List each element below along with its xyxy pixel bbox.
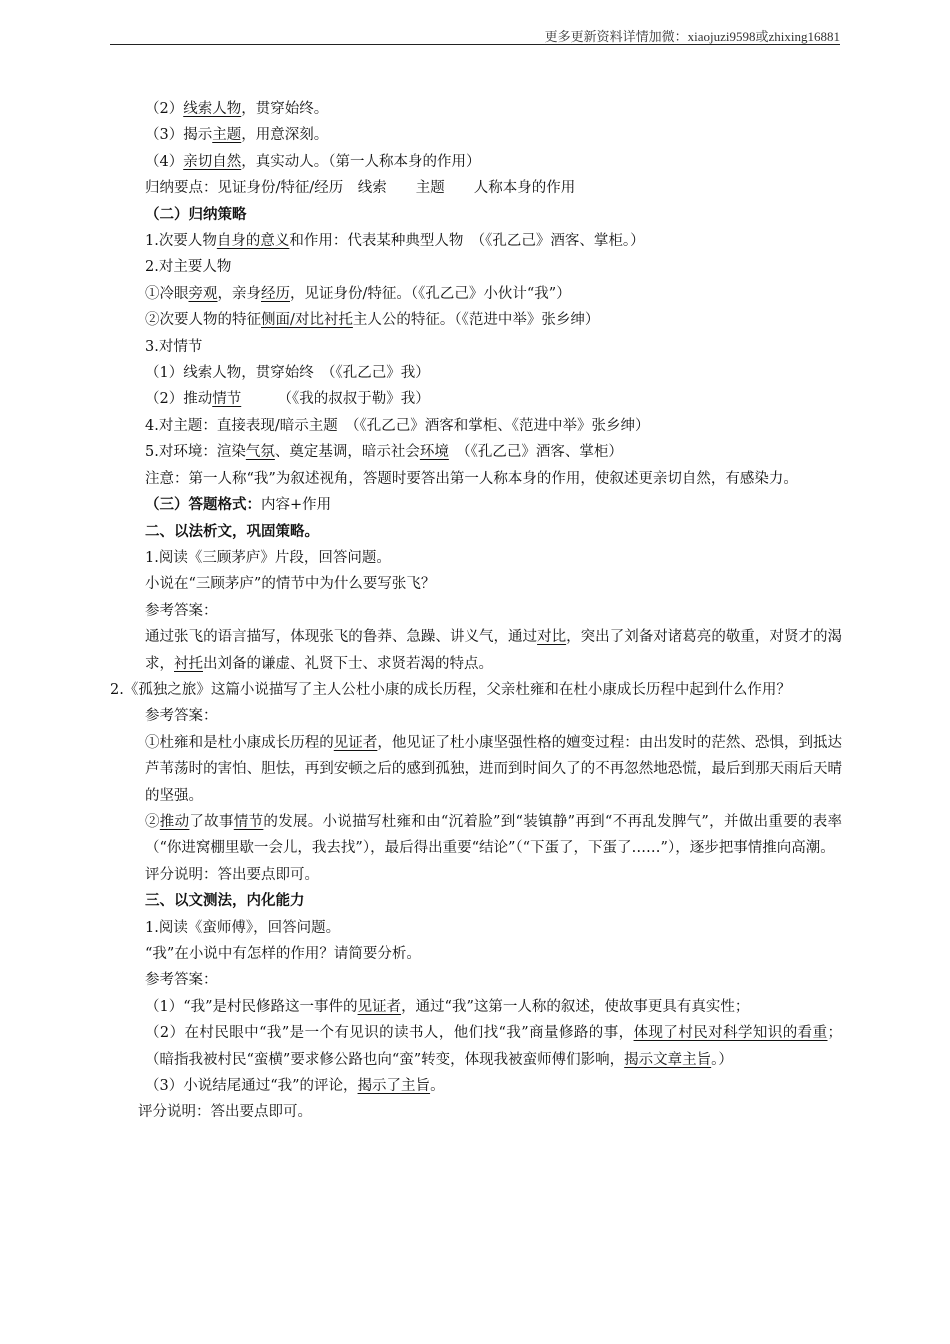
text-line (110, 571, 842, 597)
text-span: 的发展。小说描写杜雍和由“沉着脸”到“装镇静”再到“不再乱发脾气”，并做出重要的表率（“你进窝棚里歇一会儿，我去找”），最后得出重要“结论”（“下蛋了，下蛋了……”），逐步把事情推向高潮。 (145, 813, 842, 857)
text-span: （《孔乙己》酒客、掌柜） (448, 444, 623, 461)
underlined-text: 线索人物 (183, 101, 242, 117)
text-span: 1.阅读《蛮师傅》，回答问题。 (145, 919, 341, 936)
text-line (110, 519, 842, 545)
text-span: 出刘备的谦虚、礼贤下士、求贤若渴的特点。 (203, 655, 493, 672)
text-span: 了故事 (189, 813, 234, 830)
text-span: 2.对主要人物 (145, 259, 232, 276)
text-span: ，他见证了杜小康坚强性格的嬗变过程：由出发时的茫然、恐惧，到抵达芦苇荡时的害怕、胆怯，再到安顿之后的感到孤独，进而到时间久了的不再忽然地恐慌，最后到那天雨后天晴的坚强。 (145, 734, 843, 804)
text-line (110, 466, 842, 492)
text-line (110, 1020, 842, 1073)
underlined-text: 对比 (537, 629, 567, 646)
text-line (110, 545, 842, 571)
text-line (110, 1099, 842, 1125)
text-span: ①冷眼 (145, 285, 189, 302)
underlined-text: 衬托 (174, 655, 203, 672)
underlined-text: 气氛 (245, 444, 275, 461)
text-span: 1.次要人物 (145, 233, 217, 250)
underlined-text: 见证者 (357, 998, 402, 1015)
text-line (110, 1073, 842, 1099)
text-span: （3）揭示 (145, 127, 213, 144)
underlined-text: 推动 (159, 813, 190, 830)
text-span: 小说在“三顾茅庐”的情节中为什么要写张飞？ (145, 576, 436, 593)
text-line (110, 915, 842, 941)
text-span: ，见证身份/特征。（《孔乙己》小伙计“我”） (290, 285, 571, 302)
text-span: ② (145, 813, 160, 830)
text-line (110, 439, 842, 465)
text-span: ，通过“我”这第一人称的叙述，使故事更具有真实性； (401, 998, 750, 1015)
text-line (110, 624, 842, 677)
text-line (110, 862, 842, 888)
text-span: ，突出了刘备对诸葛亮的敬重，对贤才的渴求， (145, 629, 843, 672)
text-line (110, 281, 842, 307)
text-span: ①杜雍和是杜小康成长历程的 (145, 734, 334, 751)
text-span: 通过张飞的语言描写，体现张飞的鲁莽、急躁、讲义气，通过 (145, 629, 538, 646)
underlined-text: 体现了村民对科学知识的看重 (633, 1025, 828, 1042)
text-span: 内容+作用 (261, 497, 332, 514)
document-body (110, 96, 842, 1126)
text-span: 1.阅读《三顾茅庐》片段，回答问题。 (145, 549, 391, 566)
text-span: （三）答题格式： (145, 497, 261, 514)
underlined-text: 环境 (419, 444, 449, 461)
text-line (110, 149, 842, 175)
text-line (110, 967, 842, 993)
text-line (110, 994, 842, 1020)
text-span: 参考答案： (145, 972, 218, 989)
text-line (110, 703, 842, 729)
underlined-text: 揭示文章主旨 (624, 1051, 712, 1068)
page-header: 更多更新资料详情加微：xiaojuzi9598或zhixing16881 (110, 26, 840, 45)
text-span: 4.对主题：直接表现/暗示主题 （《孔乙己》酒客和掌柜、《范进中举》张乡绅） (145, 417, 650, 434)
underlined-text: 见证者 (333, 734, 378, 751)
text-span: ②次要人物的特征 (145, 312, 261, 329)
text-line (110, 307, 842, 333)
underlined-text: 侧面/对比衬托 (261, 312, 353, 329)
text-line (110, 888, 842, 914)
text-span: 二、以法析文，巩固策略。 (145, 523, 319, 540)
underlined-text: 主题 (212, 127, 242, 144)
text-span: ，贯穿始终。 (241, 101, 329, 117)
text-line (110, 386, 842, 412)
underlined-text: 揭示了主旨 (357, 1078, 431, 1095)
text-line (110, 492, 842, 518)
text-span: 3.对情节 (145, 338, 203, 355)
text-span: （《我的叔叔于勒》我） (241, 391, 430, 408)
underlined-text: 情节 (233, 813, 264, 830)
text-line (110, 809, 842, 862)
text-line (110, 941, 842, 967)
text-line (110, 96, 842, 122)
text-span: ，亲身 (217, 285, 261, 302)
text-line (110, 413, 842, 439)
underlined-text: 亲切自然 (183, 153, 242, 170)
text-span: 评分说明：答出要点即可。 (145, 866, 319, 883)
text-span: （二）归纳策略 (145, 206, 247, 223)
text-span: 。） (711, 1051, 733, 1068)
text-line (110, 228, 842, 254)
text-span: 和作用：代表某种典型人物 （《孔乙己》酒客、掌柜。） (289, 233, 645, 250)
text-span: （2） (145, 101, 184, 117)
text-span: 评分说明：答出要点即可。 (138, 1104, 312, 1121)
text-span: 、奠定基调，暗示社会 (274, 444, 420, 461)
text-line (110, 360, 842, 386)
text-span: “我”在小说中有怎样的作用？请简要分析。 (145, 946, 421, 962)
text-span: 主人公的特征。（《范进中举》张乡绅） (352, 312, 600, 329)
underlined-text: 自身的意义 (216, 233, 290, 250)
text-line (110, 175, 842, 201)
text-span: （1）线索人物，贯穿始终 （《孔乙己》我） (145, 365, 430, 382)
text-span: 参考答案： (145, 602, 218, 619)
text-line (110, 122, 842, 148)
text-span: 2.《孤独之旅》这篇小说描写了主人公杜小康的成长历程，父亲杜雍和在杜小康成长历程中起到什么作用？ (110, 681, 791, 698)
text-span: ，真实动人。（第一人称本身的作用） (241, 153, 481, 170)
text-line (110, 334, 842, 360)
text-span: 。 (430, 1078, 445, 1095)
text-line (110, 730, 842, 809)
text-span: 参考答案： (145, 708, 218, 725)
text-span: 5.对环境：渲染 (145, 444, 246, 461)
text-span: （4） (145, 153, 184, 170)
text-span: （2）推动 (145, 391, 213, 408)
text-span: 注意：第一人称“我”为叙述视角，答题时要答出第一人称本身的作用，使叙述更亲切自然，有感染力。 (145, 470, 798, 487)
text-line (110, 677, 842, 703)
underlined-text: 情节 (212, 391, 242, 408)
underlined-text: 旁观 (188, 285, 218, 302)
text-span: （1）“我”是村民修路这一事件的 (145, 998, 358, 1015)
underlined-text: 经历 (261, 285, 290, 302)
text-span: ；（暗指我被村民“蛮横”要求修公路也向“蛮”转变，体现我被蛮师傅们影响， (145, 1025, 843, 1068)
text-span: （3）小说结尾通过“我”的评论， (145, 1078, 358, 1095)
text-span: （2）在村民眼中“我”是一个有见识的读书人，他们找“我”商量修路的事， (145, 1025, 634, 1042)
text-span: 归纳要点：见证身份/特征/经历 线索 主题 人称本身的作用 (145, 180, 576, 197)
text-span: 三、以文测法，内化能力 (145, 893, 305, 910)
text-line (110, 254, 842, 280)
text-span: ，用意深刻。 (241, 127, 329, 144)
text-line (110, 202, 842, 228)
text-line (110, 598, 842, 624)
